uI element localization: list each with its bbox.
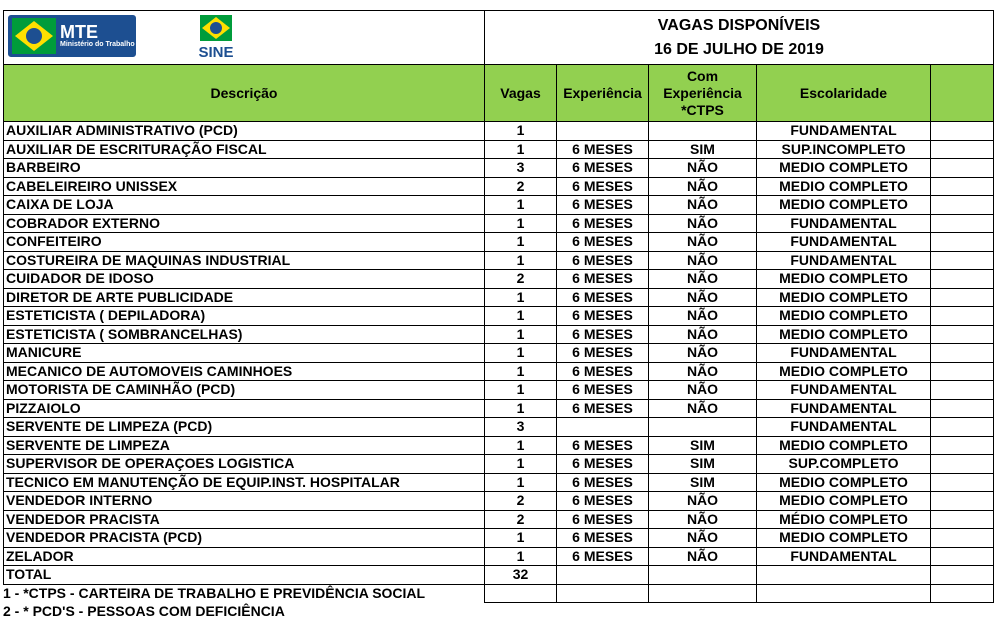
table-row [4, 196, 994, 215]
column-header-vagas: Vagas [485, 65, 557, 122]
cell-descricao: ZELADOR [4, 547, 485, 566]
column-header-descricao: Descrição [4, 65, 485, 122]
cell-descricao: ESTETICISTA ( SOMBRANCELHAS) [4, 325, 485, 344]
cell-experiencia: 6 MESES [557, 251, 649, 270]
table-row [4, 140, 994, 159]
cell-experiencia: 6 MESES [557, 140, 649, 159]
cell-descricao: SUPERVISOR DE OPERAÇOES LOGISTICA [4, 455, 485, 474]
cell-descricao: ESTETICISTA ( DEPILADORA) [4, 307, 485, 326]
cell-descricao: CAIXA DE LOJA [4, 196, 485, 215]
sine-logo [190, 15, 242, 61]
cell-ctps: NÃO [649, 307, 757, 326]
cell-empty [931, 307, 994, 326]
cell-empty [931, 362, 994, 381]
cell-vagas: 1 [485, 344, 557, 363]
title-cell [485, 11, 994, 65]
cell-vagas: 1 [485, 362, 557, 381]
cell-experiencia: 6 MESES [557, 510, 649, 529]
column-header-escolaridade: Escolaridade [757, 65, 931, 122]
cell-ctps: NÃO [649, 510, 757, 529]
cell-empty [649, 566, 757, 585]
cell-experiencia: 6 MESES [557, 529, 649, 548]
cell-escolaridade: MEDIO COMPLETO [757, 159, 931, 178]
cell-vagas: 1 [485, 529, 557, 548]
cell-vagas: 1 [485, 196, 557, 215]
cell-ctps: SIM [649, 455, 757, 474]
cell-experiencia: 6 MESES [557, 233, 649, 252]
cell-vagas: 2 [485, 270, 557, 289]
cell-descricao: CABELEIREIRO UNISSEX [4, 177, 485, 196]
cell-ctps: NÃO [649, 325, 757, 344]
table-row [4, 325, 994, 344]
table-row [4, 473, 994, 492]
cell-escolaridade: FUNDAMENTAL [757, 547, 931, 566]
cell-descricao: AUXILIAR ADMINISTRATIVO (PCD) [4, 122, 485, 141]
cell-descricao: MANICURE [4, 344, 485, 363]
cell-escolaridade: FUNDAMENTAL [757, 399, 931, 418]
cell-escolaridade: FUNDAMENTAL [757, 214, 931, 233]
page-title: VAGAS DISPONÍVEIS [657, 16, 821, 34]
cell-empty [931, 473, 994, 492]
cell-escolaridade: FUNDAMENTAL [757, 122, 931, 141]
cell-ctps: NÃO [649, 251, 757, 270]
cell-empty [931, 177, 994, 196]
cell-vagas: 1 [485, 307, 557, 326]
cell-empty [931, 399, 994, 418]
cell-ctps: NÃO [649, 399, 757, 418]
cell-experiencia [557, 122, 649, 141]
cell-vagas: 3 [485, 159, 557, 178]
cell-vagas: 1 [485, 455, 557, 474]
cell-experiencia: 6 MESES [557, 270, 649, 289]
cell-ctps: SIM [649, 436, 757, 455]
cell-experiencia: 6 MESES [557, 307, 649, 326]
cell-ctps [649, 122, 757, 141]
cell-empty [557, 584, 649, 603]
page-date: 16 DE JULHO DE 2019 [654, 40, 824, 58]
cell-escolaridade: FUNDAMENTAL [757, 233, 931, 252]
cell-escolaridade: MEDIO COMPLETO [757, 196, 931, 215]
cell-descricao: BARBEIRO [4, 159, 485, 178]
cell-vagas: 1 [485, 233, 557, 252]
cell-descricao: MOTORISTA DE CAMINHÃO (PCD) [4, 381, 485, 400]
cell-empty [931, 288, 994, 307]
cell-vagas: 1 [485, 122, 557, 141]
table-row [4, 510, 994, 529]
cell-descricao: TECNICO EM MANUTENÇÃO DE EQUIP.INST. HOSPITALAR [4, 473, 485, 492]
table-row [4, 288, 994, 307]
cell-descricao: PIZZAIOLO [4, 399, 485, 418]
table-row [4, 529, 994, 548]
cell-experiencia: 6 MESES [557, 492, 649, 511]
total-label: TOTAL [4, 566, 485, 585]
cell-escolaridade: MEDIO COMPLETO [757, 288, 931, 307]
cell-ctps: NÃO [649, 177, 757, 196]
table-row [4, 436, 994, 455]
cell-empty [931, 344, 994, 363]
cell-vagas: 2 [485, 510, 557, 529]
cell-experiencia: 6 MESES [557, 362, 649, 381]
cell-empty [931, 140, 994, 159]
cell-ctps: NÃO [649, 529, 757, 548]
sine-flag-icon [190, 15, 242, 43]
cell-vagas: 3 [485, 418, 557, 437]
cell-experiencia: 6 MESES [557, 381, 649, 400]
cell-experiencia: 6 MESES [557, 344, 649, 363]
cell-descricao: COSTUREIRA DE MAQUINAS INDUSTRIAL [4, 251, 485, 270]
cell-experiencia: 6 MESES [557, 214, 649, 233]
table-row [4, 233, 994, 252]
logo-cell [4, 11, 485, 65]
cell-vagas: 1 [485, 288, 557, 307]
cell-empty [757, 566, 931, 585]
cell-empty [931, 122, 994, 141]
table-row [4, 177, 994, 196]
table-row [4, 418, 994, 437]
cell-escolaridade: SUP.INCOMPLETO [757, 140, 931, 159]
table-row [4, 214, 994, 233]
cell-empty [931, 547, 994, 566]
table-row [4, 159, 994, 178]
cell-ctps: NÃO [649, 381, 757, 400]
cell-experiencia: 6 MESES [557, 288, 649, 307]
cell-vagas: 1 [485, 473, 557, 492]
footnote-ctps: 1 - *CTPS - CARTEIRA DE TRABALHO E PREVIDÊNCIA SOCIAL [3, 585, 426, 601]
table-row [4, 307, 994, 326]
cell-escolaridade: FUNDAMENTAL [757, 418, 931, 437]
cell-escolaridade: MEDIO COMPLETO [757, 325, 931, 344]
cell-empty [931, 251, 994, 270]
cell-escolaridade: MÉDIO COMPLETO [757, 510, 931, 529]
cell-empty [931, 436, 994, 455]
table-row [4, 122, 994, 141]
cell-ctps: NÃO [649, 214, 757, 233]
cell-experiencia: 6 MESES [557, 325, 649, 344]
cell-experiencia [557, 418, 649, 437]
job-vacancies-sheet [3, 10, 993, 603]
table-row [4, 381, 994, 400]
table-row [4, 399, 994, 418]
cell-ctps: NÃO [649, 288, 757, 307]
cell-empty [931, 510, 994, 529]
cell-ctps: NÃO [649, 270, 757, 289]
cell-vagas: 1 [485, 325, 557, 344]
brazil-flag-icon [12, 18, 56, 54]
cell-empty [931, 529, 994, 548]
cell-descricao: VENDEDOR PRACISTA (PCD) [4, 529, 485, 548]
cell-escolaridade: MEDIO COMPLETO [757, 529, 931, 548]
cell-vagas: 1 [485, 251, 557, 270]
cell-empty [485, 584, 557, 603]
cell-descricao: CUIDADOR DE IDOSO [4, 270, 485, 289]
cell-empty [931, 214, 994, 233]
table-row [4, 455, 994, 474]
cell-escolaridade: MEDIO COMPLETO [757, 492, 931, 511]
cell-empty [931, 196, 994, 215]
cell-ctps: NÃO [649, 547, 757, 566]
cell-empty [931, 270, 994, 289]
cell-vagas: 1 [485, 547, 557, 566]
cell-vagas: 1 [485, 140, 557, 159]
table-row [4, 270, 994, 289]
cell-descricao: MECANICO DE AUTOMOVEIS CAMINHOES [4, 362, 485, 381]
cell-vagas: 1 [485, 436, 557, 455]
cell-escolaridade: MEDIO COMPLETO [757, 436, 931, 455]
cell-experiencia: 6 MESES [557, 436, 649, 455]
cell-vagas: 1 [485, 399, 557, 418]
cell-descricao: SERVENTE DE LIMPEZA [4, 436, 485, 455]
table-row [4, 547, 994, 566]
cell-ctps: NÃO [649, 159, 757, 178]
table-row [4, 362, 994, 381]
column-header-empty [931, 65, 994, 122]
cell-ctps: SIM [649, 140, 757, 159]
cell-empty [931, 492, 994, 511]
cell-vagas: 1 [485, 214, 557, 233]
cell-experiencia: 6 MESES [557, 159, 649, 178]
title-row [4, 11, 994, 65]
cell-escolaridade: MEDIO COMPLETO [757, 307, 931, 326]
footnote-pcd: 2 - * PCD'S - PESSOAS COM DEFICIÊNCIA [3, 603, 285, 619]
cell-empty [931, 455, 994, 474]
cell-escolaridade: FUNDAMENTAL [757, 251, 931, 270]
cell-empty [931, 233, 994, 252]
mte-logo-subtext: Ministério do Trabalho e Emprego [60, 41, 173, 48]
column-header-experiencia: Experiência [557, 65, 649, 122]
cell-ctps: NÃO [649, 344, 757, 363]
cell-descricao: AUXILIAR DE ESCRITURAÇÃO FISCAL [4, 140, 485, 159]
table-row [4, 344, 994, 363]
cell-escolaridade: FUNDAMENTAL [757, 381, 931, 400]
cell-empty [931, 159, 994, 178]
cell-experiencia: 6 MESES [557, 177, 649, 196]
cell-ctps: NÃO [649, 233, 757, 252]
cell-escolaridade: FUNDAMENTAL [757, 344, 931, 363]
cell-descricao: VENDEDOR PRACISTA [4, 510, 485, 529]
cell-escolaridade: MEDIO COMPLETO [757, 362, 931, 381]
cell-descricao: COBRADOR EXTERNO [4, 214, 485, 233]
table-row [4, 251, 994, 270]
cell-descricao: CONFEITEIRO [4, 233, 485, 252]
cell-ctps: NÃO [649, 196, 757, 215]
cell-empty [757, 584, 931, 603]
cell-empty [931, 325, 994, 344]
cell-vagas: 2 [485, 177, 557, 196]
cell-vagas: 1 [485, 381, 557, 400]
cell-descricao: DIRETOR DE ARTE PUBLICIDADE [4, 288, 485, 307]
cell-experiencia: 6 MESES [557, 473, 649, 492]
cell-descricao: SERVENTE DE LIMPEZA (PCD) [4, 418, 485, 437]
cell-ctps: NÃO [649, 492, 757, 511]
total-row [4, 566, 994, 585]
cell-vagas: 2 [485, 492, 557, 511]
cell-escolaridade: MEDIO COMPLETO [757, 270, 931, 289]
cell-ctps: NÃO [649, 362, 757, 381]
column-header-com-experiencia: Com Experiência *CTPS [649, 65, 757, 122]
cell-experiencia: 6 MESES [557, 547, 649, 566]
total-vagas: 32 [485, 566, 557, 585]
mte-logo-text: MTE [60, 22, 98, 42]
column-header-row [4, 65, 994, 122]
cell-escolaridade: SUP.COMPLETO [757, 455, 931, 474]
cell-experiencia: 6 MESES [557, 399, 649, 418]
cell-ctps: SIM [649, 473, 757, 492]
footnotes [3, 584, 425, 620]
mte-logo [8, 15, 173, 57]
cell-empty [649, 584, 757, 603]
cell-empty [557, 566, 649, 585]
cell-escolaridade: MEDIO COMPLETO [757, 473, 931, 492]
cell-experiencia: 6 MESES [557, 196, 649, 215]
table-row [4, 492, 994, 511]
cell-empty [931, 418, 994, 437]
cell-experiencia: 6 MESES [557, 455, 649, 474]
cell-empty [931, 566, 994, 585]
sine-logo-text: SINE [198, 44, 234, 61]
cell-empty [931, 381, 994, 400]
cell-empty [931, 584, 994, 603]
cell-escolaridade: MEDIO COMPLETO [757, 177, 931, 196]
cell-descricao: VENDEDOR INTERNO [4, 492, 485, 511]
vacancies-table [3, 10, 994, 603]
cell-ctps [649, 418, 757, 437]
